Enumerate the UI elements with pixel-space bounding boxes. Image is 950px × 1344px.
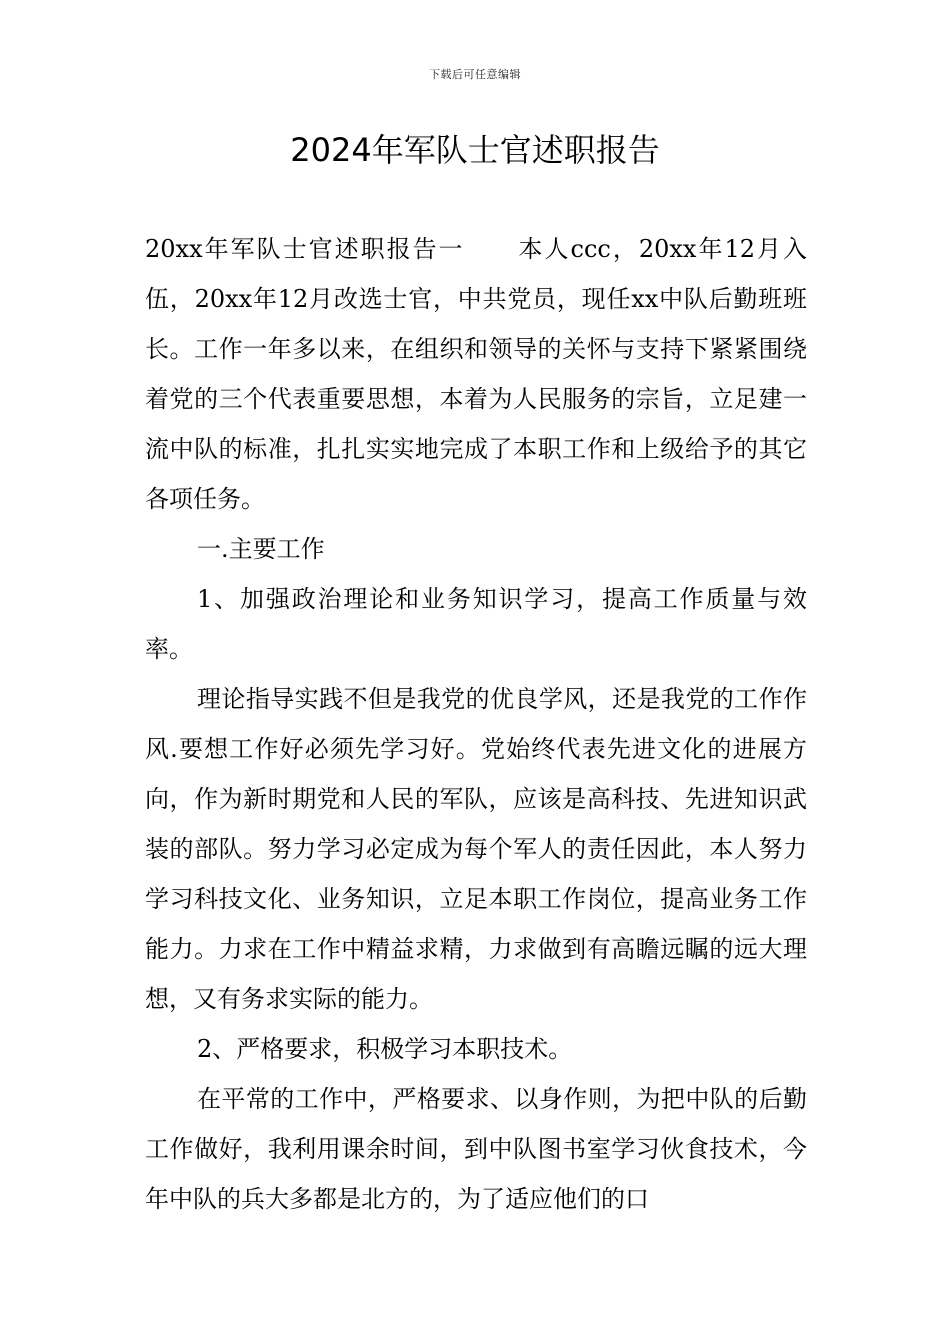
intro-lead: 20xx年军队士官述职报告一 [145,235,465,263]
section-heading-main-work: 一.主要工作 [197,535,325,563]
paragraph-daily-work: 在平常的工作中，严格要求、以身作则，为把中队的后勤工作做好，我利用课余时间，到中队图书室学习伙食技术，今年中队的兵大多都是北方的，为了适应他们的口 [145,1085,807,1213]
header-note: 下载后可任意编辑 [429,68,521,81]
document-body [145,224,807,1224]
document-title: 2024年军队士官述职报告 [290,131,660,169]
paragraph-theory: 理论指导实践不但是我党的优良学风，还是我党的工作作风.要想工作好必须先学习好。党始终代表先进文化的进展方向，作为新时期党和人民的军队，应该是高科技、先进知识武装的部队。努力学习必定成为每个军人的责任因此，本人努力学习科技文化、业务知识，立足本职工作岗位，提高业务工作能力。力求在工作中精益求精，力求做到有高瞻远瞩的远大理想，又有务求实际的能力。 [145,685,807,1013]
subheading-requirements: 2、严格要求，积极学习本职技术。 [197,1035,573,1063]
subheading-study: 1、加强政治理论和业务知识学习，提高工作质量与效率。 [145,585,807,663]
intro-paragraph [145,224,807,524]
intro-text: 本人ccc，20xx年12月入伍，20xx年12月改选士官，中共党员，现任xx中队后勤班班长。工作一年多以来，在组织和领导的关怀与支持下紧紧围绕着党的三个代表重要思想，本着为人民服务的宗旨，立足建一流中队的标准，扎扎实实地完成了本职工作和上级给予的其它各项任务。 [145,235,807,513]
